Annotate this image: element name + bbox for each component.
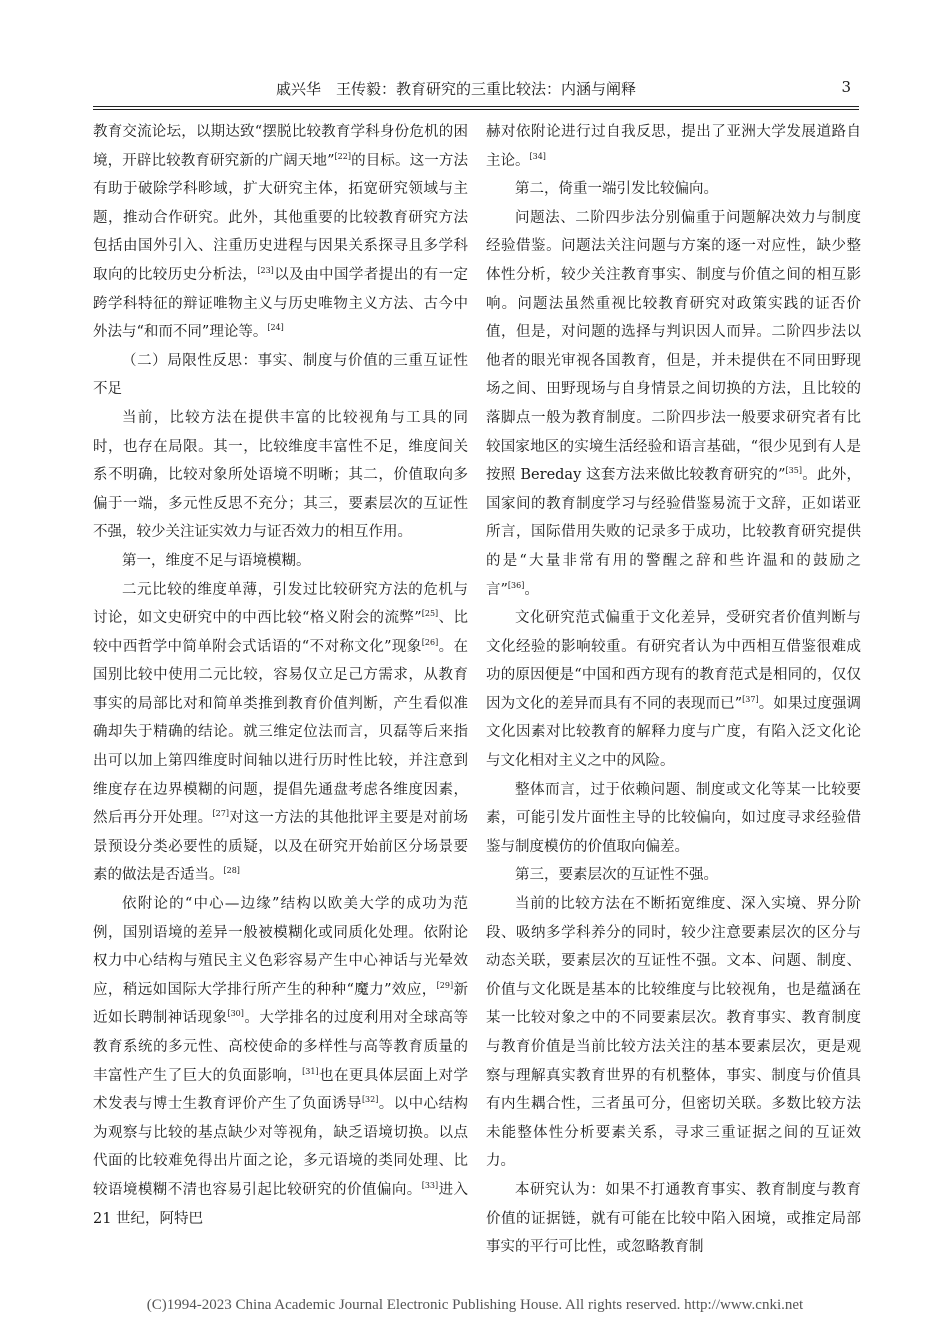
- paragraph: 整体而言，过于依赖问题、制度或文化等某一比较要素，可能引发片面性主导的比较偏向，如过度寻求经验借鉴与制度模仿的价值取向偏差。: [486, 781, 861, 855]
- citation-ref[interactable]: [30]: [227, 1009, 244, 1019]
- paragraph-heading: 第二，倚重一端引发比较偏向。: [515, 181, 718, 198]
- right-column: [486, 118, 861, 1256]
- citation-ref[interactable]: [29]: [436, 980, 454, 990]
- citation-ref[interactable]: [31]: [302, 1066, 319, 1076]
- paragraph: 本研究认为：如果不打通教育事实、教育制度与教育价值的证据链，就有可能在比较中陷入困境，或推定局部事实的平行可比性，或忽略教育制: [486, 1181, 861, 1256]
- citation-ref[interactable]: [33]: [421, 1181, 439, 1191]
- citation-ref[interactable]: [25]: [421, 609, 439, 619]
- copyright-footer: (C)1994-2023 China Academic Journal Electronic Publishing House. All rights reserved. http://www.cnki.net: [146, 1297, 804, 1313]
- paragraph: 二元比较的维度单薄，引发过比较研究方法的危机与讨论，如文史研究中的中西比较“格义附会的流弊”[25]、比较中西哲学中简单附会式话语的“不对称文化”现象[26]。在国别比较中使用二元比较，容易仅立足己方需求，从教育事实的局部比对和简单类推到教育价值判断，产生看似准确却失于精确的结论。就三维定位法而言，贝磊等后来指出可以加上第四维度时间轴以进行历时性比较，并注意到维度存在边界模糊的问题，提倡先通盘考虑各维度因素，然后再分开处理。[27]对这一方法的其他批评主要是对前场景预设分类必要性的质疑，以及在研究开始前区分场景要素的做法是否适当。[28]: [93, 581, 469, 884]
- left-column: [93, 118, 468, 1238]
- running-header: [93, 70, 859, 110]
- citation-ref[interactable]: [26]: [421, 637, 439, 647]
- paragraph: 依附论的“中心—边缘”结构以欧美大学的成功为范例，国别语境的差异一般被模糊化或同质化处理。依附论权力中心结构与殖民主义色彩容易产生中心神话与光晕效应，稍远如国际大学排行所产生的种种“魔力”效应，[29]新近如长聘制神话现象[30]。大学排名的过度利用对全球高等教育系统的多元性、高校使命的多样性与高等教育质量的丰富性产生了巨大的负面影响，[31]也在更具体层面上对学术发表与博士生教育评价产生了负面诱导[32]。以中心结构为观察与比较的基点缺少对等视角，缺乏语境切换。以点代面的比较难免得出片面之论，多元语境的类同处理、比较语境模糊不清也容易引起比较研究的价值偏向。[33]进入 21 世纪，阿特巴: [93, 896, 469, 1227]
- citation-ref[interactable]: [22]: [334, 151, 351, 161]
- section-heading: （二）局限性反思：事实、制度与价值的三重互证性不足: [93, 352, 468, 398]
- paragraph: 文化研究范式偏重于文化差异，受研究者价值判断与文化经验的影响较重。有研究者认为中西相互借鉴很难成功的原因便是“中国和西方现有的教育范式是相同的，仅仅因为文化的差异而具有不同的表现而已”[37]。如果过度强调文化因素对比较教育的解释力度与广度，有陷入泛文化论与文化相对主义之中的风险。: [486, 610, 861, 770]
- citation-ref[interactable]: [23]: [257, 266, 274, 276]
- citation-ref[interactable]: [35]: [785, 466, 802, 476]
- paragraph: 教育交流论坛，以期达致“摆脱比较教育学科身份危机的困境，开辟比较教育研究新的广阔天地”[22]的目标。这一方法有助于破除学科畛域，扩大研究主体，拓宽研究领域与主题，推动合作研究。此外，其他重要的比较教育研究方法包括由国外引入、注重历史进程与因果关系探寻且多学科取向的比较历史分析法，[23]以及由中国学者提出的有一定跨学科特征的辩证唯物主义与历史唯物主义方法、古今中外法与“和而不同”理论等。[24]: [93, 124, 469, 341]
- citation-ref[interactable]: [37]: [742, 695, 759, 705]
- paragraph: 问题法、二阶四步法分别偏重于问题解决效力与制度经验借鉴。问题法关注问题与方案的逐一对应性，缺少整体性分析，较少关注教育事实、制度与价值之间的相互影响。问题法虽然重视比较教育研究对政策实践的证否价值，但是，对问题的选择与判识因人而异。二阶四步法以他者的眼光审视各国教育，但是，并未提供在不同田野现场之间、田野现场与自身情景之间切换的方法，且比较的落脚点一般为教育制度。二阶四步法一般要求研究者有比较国家地区的实境生活经验和语言基础，“很少见到有人是按照 Bereday 这套方法来做比较教育研究的”[35]。此外，国家间的教育制度学习与经验借鉴易流于文辞，正如诺亚所言，国际借用失败的记录多于成功，比较教育研究提供的是“大量非常有用的警醒之辞和些许温和的鼓励之言”[36]。: [486, 209, 861, 598]
- citation-ref[interactable]: [24]: [267, 323, 284, 333]
- citation-ref[interactable]: [27]: [212, 809, 229, 819]
- page-number: 3: [841, 78, 851, 96]
- paragraph: 赫对依附论进行过自我反思，提出了亚洲大学发展道路自主论。[34]: [486, 124, 861, 169]
- citation-ref[interactable]: [28]: [223, 866, 240, 876]
- citation-ref[interactable]: [32]: [361, 1095, 379, 1105]
- paragraph: 当前的比较方法在不断拓宽维度、深入实境、界分阶段、吸纳多学科养分的同时，较少注意要素层次的区分与动态关联，要素层次的互证性不强。文本、问题、制度、价值与文化既是基本的比较维度与比较视角，也是蕴涵在某一比较对象之中的不同要素层次。教育事实、教育制度与教育价值是当前比较方法关注的基本要素层次，更是观察与理解真实教育世界的有机整体，事实、制度与价值具有内生耦合性，三者虽可分，但密切关联。多数比较方法未能整体性分析要素关系，寻求三重证据之间的互证效力。: [486, 896, 861, 1170]
- paragraph-heading: 第三，要素层次的互证性不强。: [515, 867, 718, 884]
- running-title: 戚兴华 王传毅：教育研究的三重比较法：内涵与阐释: [275, 80, 636, 98]
- paragraph-heading: 第一，维度不足与语境模糊。: [122, 552, 311, 569]
- citation-ref[interactable]: [34]: [529, 151, 546, 161]
- paragraph: 当前，比较方法在提供丰富的比较视角与工具的同时，也存在局限。其一，比较维度丰富性不足，维度间关系不明确，比较对象所处语境不明晰；其二，价值取向多偏于一端，多元性反思不充分；其三，要素层次的互证性不强，较少关注证实效力与证否效力的相互作用。: [93, 409, 468, 541]
- citation-ref[interactable]: [36]: [507, 580, 525, 590]
